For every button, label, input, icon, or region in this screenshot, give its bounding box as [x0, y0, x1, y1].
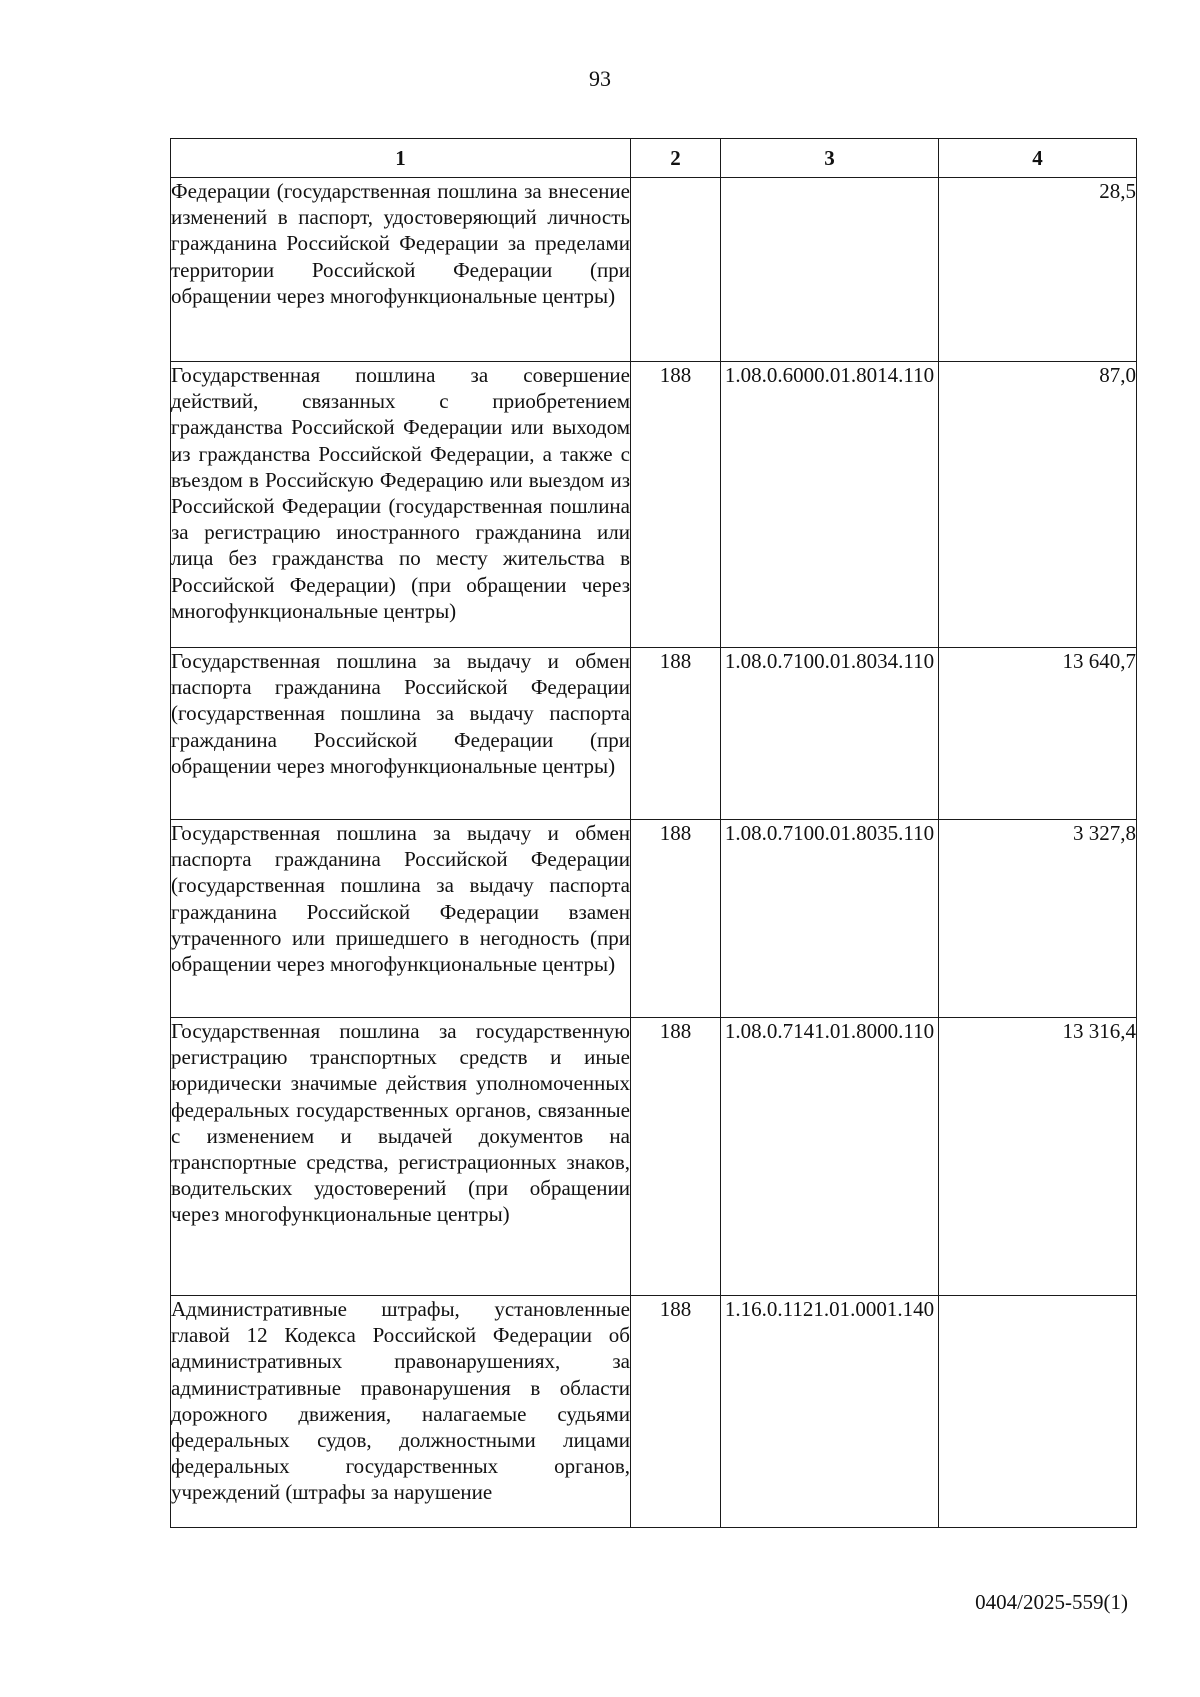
row-admin-code: 188 [631, 1018, 721, 1296]
row-admin-code: 188 [631, 648, 721, 820]
row-amount: 28,5 [939, 178, 1137, 362]
column-header-4: 4 [939, 139, 1137, 178]
table-row [171, 178, 1137, 362]
table-row [171, 648, 1137, 820]
row-amount [939, 1296, 1137, 1528]
row-amount: 13 640,7 [939, 648, 1137, 820]
row-admin-code: 188 [631, 820, 721, 1018]
table-row [171, 1018, 1137, 1296]
column-header-3: 3 [721, 139, 939, 178]
column-header-1: 1 [171, 139, 631, 178]
revenue-table [170, 138, 1137, 1528]
row-admin-code: 188 [631, 362, 721, 648]
table-row [171, 362, 1137, 648]
row-amount: 87,0 [939, 362, 1137, 648]
column-header-2: 2 [631, 139, 721, 178]
row-amount: 3 327,8 [939, 820, 1137, 1018]
table-row [171, 1296, 1137, 1528]
row-kbk-code: 1.08.0.6000.01.8014.110 [721, 362, 939, 648]
page-number: 93 [589, 66, 611, 91]
table-header-row [171, 139, 1137, 178]
row-description: Государственная пошлина за выдачу и обмен паспорта гражданина Российской Федерации (государственная пошлина за выдачу паспорта гражданина Российской Федерации взамен утраченного или пришедшего в негодность (при обращении через многофункциональные центры) [171, 820, 631, 1018]
row-description: Государственная пошлина за государственную регистрацию транспортных средств и иные юридически значимые действия уполномоченных федеральных государственных органов, связанные с изменением и выдачей документов на транспортные средства, регистрационных знаков, водительских удостоверений (при обращении через многофункциональные центры) [171, 1018, 631, 1296]
row-amount: 13 316,4 [939, 1018, 1137, 1296]
table-row [171, 820, 1137, 1018]
document-registration-number: 0404/2025-559(1) [975, 1590, 1128, 1614]
row-description: Государственная пошлина за совершение действий, связанных с приобретением гражданства Российской Федерации или выходом из гражданства Российской Федерации, а также с въездом в Российскую Федерацию или выездом из Российской Федерации (государственная пошлина за регистрацию иностранного гражданина или лица без гражданства по месту жительства в Российской Федерации) (при обращении через многофункциональные центры) [171, 362, 631, 648]
row-kbk-code: 1.08.0.7141.01.8000.110 [721, 1018, 939, 1296]
row-description: Государственная пошлина за выдачу и обмен паспорта гражданина Российской Федерации (государственная пошлина за выдачу паспорта гражданина Российской Федерации (при обращении через многофункциональные центры) [171, 648, 631, 820]
row-admin-code [631, 178, 721, 362]
row-kbk-code: 1.08.0.7100.01.8034.110 [721, 648, 939, 820]
row-kbk-code: 1.16.0.1121.01.0001.140 [721, 1296, 939, 1528]
row-description: Административные штрафы, установленные главой 12 Кодекса Российской Федерации об административных правонарушениях, за административные правонарушения в области дорожного движения, налагаемые судьями федеральных судов, должностными лицами федеральных государственных органов, учреждений (штрафы за нарушение [171, 1296, 631, 1528]
row-admin-code: 188 [631, 1296, 721, 1528]
row-description: Федерации (государственная пошлина за внесение изменений в паспорт, удостоверяющий личность гражданина Российской Федерации за пределами территории Российской Федерации (при обращении через многофункциональные центры) [171, 178, 631, 362]
row-kbk-code: 1.08.0.7100.01.8035.110 [721, 820, 939, 1018]
row-kbk-code [721, 178, 939, 362]
